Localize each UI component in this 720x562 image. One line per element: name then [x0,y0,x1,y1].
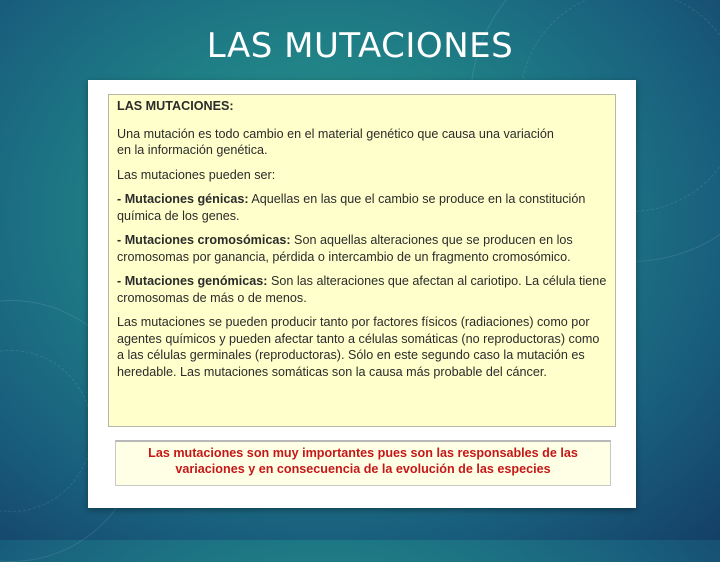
genic-text: Aquellas en las que el cambio se produce en la constitución química de los genes. [117,192,586,223]
genomic-paragraph [117,273,607,306]
definition-line-2: en la información genética. [117,143,268,157]
genic-term: - Mutaciones génicas: [117,192,249,206]
chromosomal-term: - Mutaciones cromosómicas: [117,233,291,247]
callout-box [115,440,611,486]
slide-title: LAS MUTACIONES [206,26,514,66]
chromosomal-text: Son aquellas alteraciones que se producen en los cromosomas por ganancia, pérdida o intercambio de un fragmento cromosómico. [117,233,573,264]
causes-paragraph: Las mutaciones se pueden producir tanto por factores físicos (radiaciones) como por agentes químicos y pueden afectar tanto a células somáticas (no reproductoras) como a las células germinales (reproductoras). Sólo en este segundo caso la mutación es heredable. Las mutaciones somáticas son la causa más probable del cáncer. [117,315,600,379]
genic-paragraph [117,191,607,224]
genomic-text: Son las alteraciones que afectan al cariotipo. La célula tiene cromosomas de más o de menos. [117,274,607,305]
callout-line-1: Las mutaciones son muy importantes pues son las responsables de las [148,446,578,460]
content-card [88,80,636,508]
definition-line-1: Una mutación es todo cambio en el material genético que causa una variación [117,126,554,141]
box-heading: LAS MUTACIONES: [117,99,234,113]
types-intro: Las mutaciones pueden ser: [117,167,276,182]
text-box [108,94,616,427]
callout-line-2: variaciones y en consecuencia de la evolución de las especies [175,462,551,476]
definition-paragraph [117,126,607,159]
genomic-term: - Mutaciones genómicas: [117,274,268,288]
chromosomal-paragraph [117,232,607,265]
